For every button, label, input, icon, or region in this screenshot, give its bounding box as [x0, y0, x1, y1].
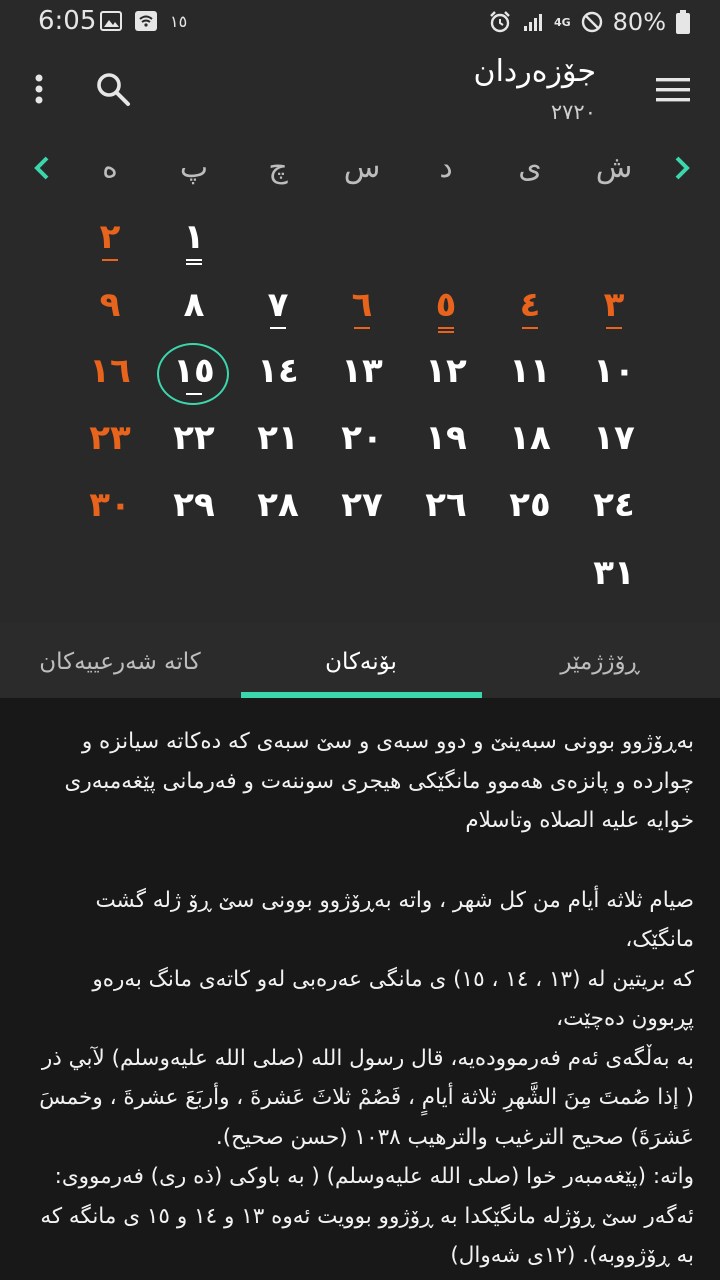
- weekday-tue: س: [343, 150, 381, 185]
- day-cell[interactable]: ٣١: [593, 553, 635, 593]
- battery-icon: [676, 10, 690, 34]
- day-cell[interactable]: ٢٠: [341, 418, 383, 458]
- battery-percent: 80%: [612, 8, 666, 36]
- day-cell[interactable]: ١٢: [425, 351, 467, 391]
- search-icon[interactable]: [92, 68, 134, 110]
- event-description: [36, 722, 694, 1276]
- status-bar: [0, 0, 720, 44]
- day-cell-today[interactable]: ١٥: [152, 343, 236, 399]
- day-cell[interactable]: ١١: [509, 351, 551, 391]
- day-cell[interactable]: ١٩: [425, 418, 467, 458]
- tab-bar: [0, 622, 720, 698]
- event-paragraph: صيام ثلاثه أيام من كل شهر ، واتە بەڕۆژوو بوونی سێ ڕۆ ژلە گشت مانگێک، کە بریتین لە (١٣ ، ١٤ ، ١٥) ی مانگی عەرەبی لەو کاتەی مانگ بەرەو پڕبوون دەچێت، بە بەڵگەی ئەم فەرموودەیە، قال رسول الله (صلى الله عليه‌وسلم) لآبي ذر ( إذا صُمتَ مِنَ الشَّهرِ ثلاثة أيامٍ ، فَصُمْ ثلاثَ عَشرةَ ، وأربَعَ عشرةَ ، وخمسَ عَشرَةَ) صحيح الترغيب والترهيب ١٠٣٨ (حسن صحيح). واتە: (پێغەمبەر خوا (صلى الله عليه‌وسلم) ( بە باوکی (ذە ری) فەرمووی: ئەگەر سێ ڕۆژلە مانگێکدا بە ڕۆژوو بوویت ئەوە ١٣ و ١٤ و ١٥ ی مانگە کە بە ڕۆژووبە). (١٢ی شەوال): [39, 887, 694, 1268]
- gallery-icon: [100, 11, 122, 31]
- network-type: 4G: [553, 15, 571, 29]
- wifi-calling-icon: [134, 10, 158, 32]
- day-cell[interactable]: ٣٠: [89, 485, 131, 525]
- weekday-sat: ش: [595, 150, 633, 185]
- chevron-left-icon[interactable]: [22, 148, 62, 188]
- year-subtitle: ٢٧٢٠: [550, 100, 596, 124]
- day-cell[interactable]: ١٤: [257, 351, 299, 391]
- day-cell[interactable]: ١٨: [509, 418, 551, 458]
- day-cell[interactable]: ٢٨: [257, 485, 299, 525]
- day-cell[interactable]: ٢٥: [509, 485, 551, 525]
- tab-calendar[interactable]: ڕۆژژمێر: [560, 649, 640, 675]
- status-time: 6:05: [38, 6, 97, 36]
- weekday-thu: پ: [179, 150, 209, 185]
- more-options-icon[interactable]: [26, 68, 52, 110]
- day-cell[interactable]: ٤: [488, 277, 572, 333]
- weekday-fri: ه: [102, 150, 118, 185]
- day-cell[interactable]: ٧: [236, 277, 320, 333]
- day-cell[interactable]: ٢: [68, 209, 152, 265]
- signal-icon: [522, 12, 544, 32]
- alarm-icon: [488, 10, 512, 34]
- day-cell[interactable]: ١٦: [89, 351, 131, 391]
- day-cell[interactable]: ٩: [99, 285, 121, 325]
- day-cell[interactable]: ١: [152, 209, 236, 265]
- day-cell[interactable]: ١٣: [341, 351, 383, 391]
- day-cell[interactable]: ٥: [404, 277, 488, 333]
- tab-events[interactable]: بۆنەکان: [325, 649, 397, 675]
- day-cell[interactable]: ٢١: [257, 418, 299, 458]
- weekday-wed: چ: [268, 150, 288, 185]
- day-cell[interactable]: ٢٣: [89, 418, 131, 458]
- status-number: ١٥: [170, 11, 188, 31]
- day-cell[interactable]: ٢٧: [341, 485, 383, 525]
- day-cell[interactable]: ١٧: [593, 418, 635, 458]
- day-cell[interactable]: ٣: [572, 277, 656, 333]
- day-cell[interactable]: ٨: [183, 285, 205, 325]
- chevron-right-icon[interactable]: [662, 148, 702, 188]
- app-bar: [0, 44, 720, 144]
- day-cell[interactable]: ٦: [320, 277, 404, 333]
- hamburger-menu-icon[interactable]: [648, 70, 698, 110]
- do-not-disturb-icon: [581, 11, 603, 33]
- calendar-panel: [0, 0, 720, 622]
- weekday-mon: د: [439, 150, 453, 185]
- day-cell[interactable]: ٢٢: [173, 418, 215, 458]
- day-cell[interactable]: ٢٦: [425, 485, 467, 525]
- day-cell[interactable]: ١٠: [593, 351, 635, 391]
- month-title: جۆزەردان: [473, 54, 596, 89]
- weekday-sun: ی: [518, 150, 542, 185]
- tab-prayer-times[interactable]: کاتە شەرعییەکان: [39, 649, 201, 675]
- event-paragraph: بەڕۆژوو بوونی سبەینێ و دوو سبەی و سێ سبەی کە دەکاتە سیانزە و چواردە و پانزەی هەموو مانگێکی هیجری سوننەت و فەرمانی پێغەمبەری خوایە علیە الصلاە وتاسلام: [64, 729, 694, 833]
- tab-indicator: [241, 692, 482, 698]
- day-cell[interactable]: ٢٩: [173, 485, 215, 525]
- day-cell[interactable]: ٢٤: [593, 485, 635, 525]
